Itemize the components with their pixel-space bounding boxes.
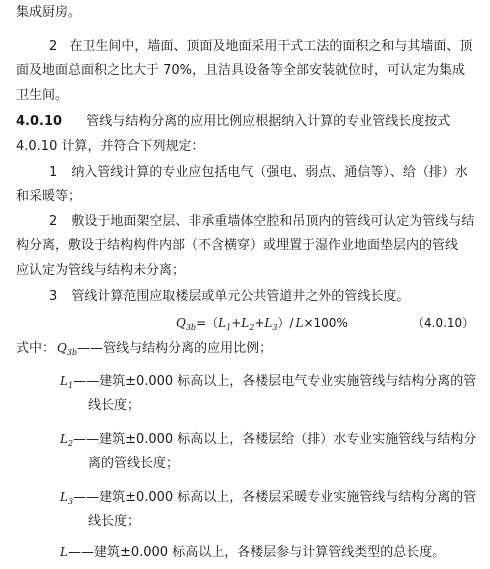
- text-line: [49, 38, 472, 56]
- where-desc: ——建筑±0.000 标高以上，各楼层电气专业实施管线与结构分离的管: [73, 374, 477, 389]
- clause-text: 管线计算范围应取楼层或单元公共管道井之外的管线长度。: [71, 289, 410, 304]
- text-line: 构分离，敷设于结构构件内部（不含横穿）或埋置于湿作业地面垫层内的管线: [16, 238, 459, 253]
- text-line: 应认定为管线与结构未分离；: [16, 263, 186, 278]
- text-line: 和采暖等；: [16, 189, 82, 204]
- clause-number: 3: [49, 289, 58, 304]
- where-line: $L_3——$建筑±0.000 标高以上，各楼层采暖专业实施管线与结构分离的管: [60, 490, 477, 506]
- clause-number: 4.0.10: [16, 114, 63, 129]
- clause-text: 敷设于地面架空层、非承重墙体空腔和吊顶内的管线可认定为管线与结: [71, 214, 475, 229]
- where-line: L——建筑±0.000 标高以上，各楼层参与计算管线类型的总长度。: [60, 545, 446, 560]
- clause-text: 管线与结构分离的应用比例应根据纳入计算的专业管线长度按式: [86, 114, 451, 129]
- clause-text: 在卫生间中，墙面、顶面及地面采用干式工法的面积之和与其墙面、顶: [69, 39, 473, 54]
- where-line: $L_1——$建筑±0.000 标高以上，各楼层电气专业实施管线与结构分离的管: [60, 374, 477, 390]
- where-prefix: 式中：: [16, 341, 56, 356]
- formula: $Q_{3b}=(L_1+L_2+L_3)/$ L×100%: [176, 316, 348, 332]
- where-line: 式中： $Q_{3b}——$管线与结构分离的应用比例；: [16, 341, 273, 357]
- text-line: 卫生间。: [16, 88, 69, 103]
- text-line: 集成厨房。: [16, 5, 82, 20]
- where-line-cont: 线长度；: [88, 514, 141, 529]
- formula-line: [0, 314, 490, 332]
- where-desc: ——建筑±0.000 标高以上，各楼层给（排）水专业实施管线与结构分: [73, 432, 477, 447]
- text-line: [49, 164, 468, 182]
- clause-number: 2: [49, 214, 58, 229]
- where-line-cont: 离的管线长度；: [88, 456, 180, 471]
- clause-number: 1: [49, 165, 58, 180]
- text-line: 面及地面总面积之比大于 70%，且洁具设备等全部安装就位时，可认定为集成: [16, 63, 466, 78]
- text-line: [49, 213, 474, 231]
- clause-number: 2: [49, 39, 58, 54]
- where-line: $L_2——$建筑±0.000 标高以上，各楼层给（排）水专业实施管线与结构分: [60, 432, 477, 448]
- equation-number: （4.0.10）: [412, 316, 475, 330]
- text-line: [16, 113, 450, 131]
- where-desc: ——建筑±0.000 标高以上，各楼层参与计算管线类型的总长度。: [67, 545, 446, 560]
- where-desc: ——建筑±0.000 标高以上，各楼层采暖专业实施管线与结构分离的管: [73, 490, 477, 505]
- where-line-cont: 线长度；: [88, 398, 141, 413]
- where-desc: ——管线与结构分离的应用比例；: [77, 341, 273, 356]
- text-line: 4.0.10 计算，并符合下列规定：: [16, 139, 205, 154]
- clause-text: 纳入管线计算的专业应包括电气（强电、弱点、通信等）、给（排）水: [71, 165, 468, 180]
- text-line: [49, 288, 409, 306]
